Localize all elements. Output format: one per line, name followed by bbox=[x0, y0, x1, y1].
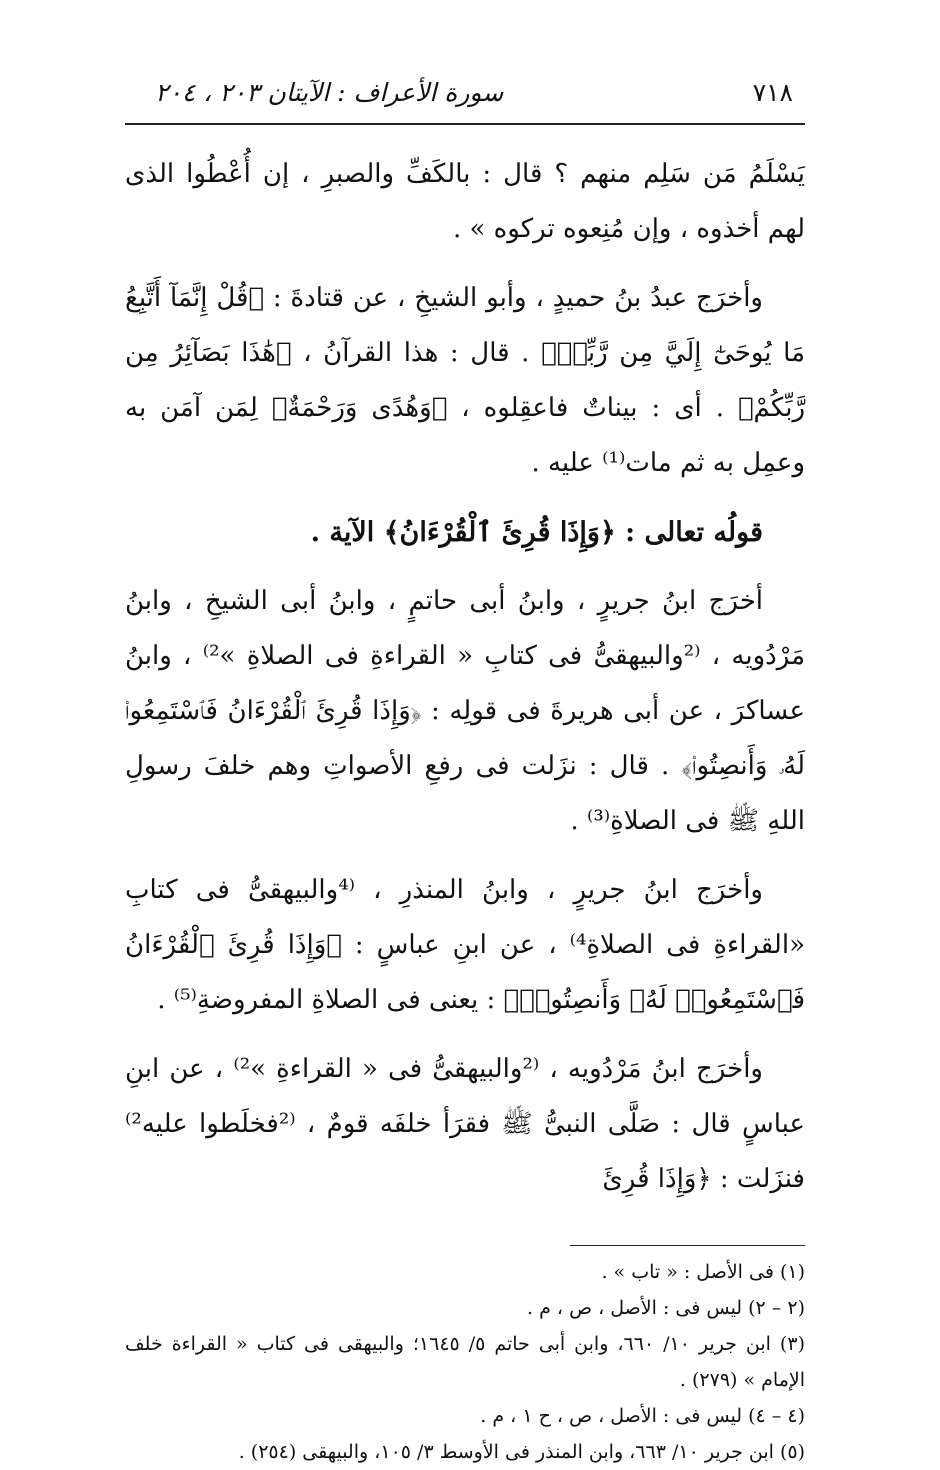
paragraph-abu-hurayra: أخرَج ابنُ جريرٍ ، وابنُ أبى حاتمٍ ، وابنُ أبى الشيخِ ، وابنُ مَرْدُويه ، ⁽²والبيهقىُّ فى كتابِ « القراءةِ فى الصلاةِ »²⁾ ، وابنُ عساكرَ ، عن أبى هريرةَ فى قولِه : ﴿وَإِذَا قُرِئَ ٱلْقُرْءَانُ فَٱسْتَمِعُوا۟ لَهُۥ وَأَنصِتُوا۟﴾ . قال : نزَلت فى رفعِ الأصواتِ وهم خلفَ رسولِ اللهِ ﷺ فى الصلاةِ⁽³⁾ . bbox=[125, 586, 805, 836]
footnote: (٢ – ٢) ليس فى : الأصل ، ص ، م . bbox=[527, 1297, 805, 1319]
paragraph-ibn-abbas-1: وأخرَج ابنُ جريرٍ ، وابنُ المنذرِ ، ⁽⁴والبيهقىُّ فى كتابِ «القراءةِ فى الصلاةِ⁴⁾ ، عن ابنِ عباسٍ : ﴿وَإِذَا قُرِئَ ٱلْقُرْءَانُ فَٱسْتَمِعُوا۟ لَهُۥ وَأَنصِتُوا۟﴾ : يعنى فى الصلاةِ المفروضةِ⁽⁵⁾ . bbox=[125, 875, 805, 1015]
footnote: (٣) ابن جرير ١٠/ ٦٦٠، وابن أبى حاتم ٥/ ١٦٤٥؛ والبيهقى فى كتاب « القراءة خلف الإمام » (٢٧٩) . bbox=[125, 1333, 805, 1391]
paragraph-continuation: يَسْلَمُ مَن سَلِم منهم ؟ قال : بالكَفِّ والصبرِ ، إن أُعْطُوا الذى لهم أخذوه ، وإن مُنِعوه تركوه » . bbox=[125, 159, 805, 244]
header-rule bbox=[125, 123, 805, 125]
footnote: (٤ – ٤) ليس فى : الأصل ، ص ، ح ١ ، م . bbox=[480, 1405, 805, 1427]
book-page bbox=[125, 78, 805, 1470]
footnote-rule bbox=[570, 1245, 805, 1246]
page-number: ٧١٨ bbox=[752, 78, 793, 107]
paragraph-ibn-abbas-2: وأخرَج ابنُ مَرْدُويه ، ⁽²والبيهقىُّ فى « القراءةِ »²⁾ ، عن ابنِ عباسٍ قال : صَلَّى النبىُّ ﷺ فقرَأ خلفَه قومٌ ، ⁽²فخلَطوا عليه²⁾ فنزَلت : ﴿وَإِذَا قُرِئَ bbox=[125, 1054, 805, 1194]
running-title: سورة الأعراف : الآيتان ٢٠٣ ، ٢٠٤ bbox=[155, 78, 504, 107]
page-header bbox=[125, 78, 805, 123]
footnote: (٥) ابن جرير ١٠/ ٦٦٣، وابن المنذر فى الأوسط ٣/ ١٠٥، والبيهقى (٢٥٤) . bbox=[238, 1441, 805, 1463]
footnote: (١) فى الأصل : « تاب » . bbox=[601, 1261, 805, 1283]
paragraph-qatada: وأخرَج عبدُ بنُ حميدٍ ، وأبو الشيخِ ، عن قتادةَ : ﴿قُلْ إِنَّمَآ أَتَّبِعُ مَا يُوحَىٰٓ إِلَيَّ مِن رَّبِّيۚ﴾ . قال : هذا القرآنُ ، ﴿هَٰذَا بَصَآئِرُ مِن رَّبِّكُمْ﴾ . أى : بيناتٌ فاعقِلوه ، ﴿وَهُدًى وَرَحْمَةٌ﴾ لِمَن آمَن به وعمِل به ثم مات⁽¹⁾ عليه . bbox=[125, 283, 805, 478]
verse-heading: قولُه تعالى : ﴿وَإِذَا قُرِئَ ٱلْقُرْءَانُ﴾ الآية . bbox=[310, 517, 763, 548]
